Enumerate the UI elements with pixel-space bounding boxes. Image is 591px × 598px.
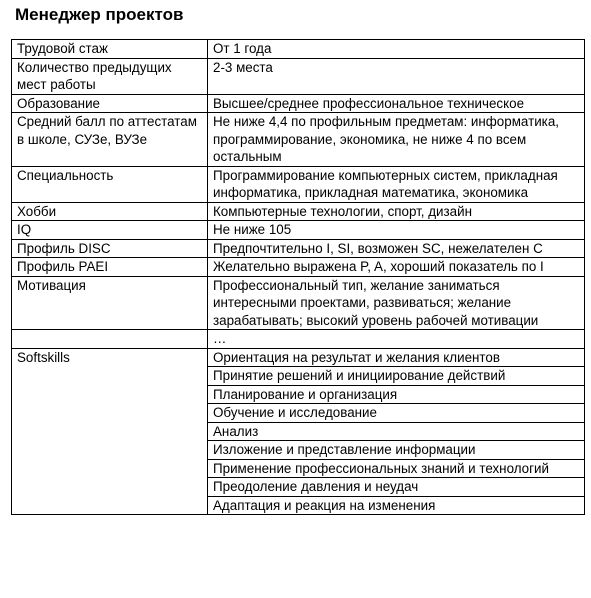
row-label: Трудовой стаж <box>12 40 208 59</box>
row-value: Не ниже 4,4 по профильным предметам: информатика, программирование, экономика, не ниже 4 по всем остальным <box>208 113 585 167</box>
softskill-item: Принятие решений и инициирование действий <box>208 367 585 386</box>
row-label: Специальность <box>12 166 208 202</box>
row-value: Не ниже 105 <box>208 221 585 240</box>
row-value: Предпочтительно I, SI, возможен SC, нежелателен C <box>208 239 585 258</box>
row-label: Количество предыдущих мест работы <box>12 58 208 94</box>
table-row <box>12 40 585 59</box>
table-row <box>12 202 585 221</box>
row-value: 2-3 места <box>208 58 585 94</box>
softskill-item: Ориентация на результат и желания клиентов <box>208 348 585 367</box>
table-row <box>12 58 585 94</box>
row-value: Высшее/среднее профессиональное техническое <box>208 94 585 113</box>
row-label: Образование <box>12 94 208 113</box>
table-row <box>12 113 585 167</box>
row-label: Хобби <box>12 202 208 221</box>
table-row <box>12 258 585 277</box>
softskill-item: Планирование и организация <box>208 385 585 404</box>
table-row <box>12 276 585 330</box>
row-value: Профессиональный тип, желание заниматься интересными проектами, развиваться; желание зарабатывать; высокий уровень рабочей мотивации <box>208 276 585 330</box>
table-row <box>12 166 585 202</box>
table-row <box>12 348 585 367</box>
row-label: Мотивация <box>12 276 208 330</box>
row-label: Средний балл по аттестатам в школе, СУЗе, ВУЗе <box>12 113 208 167</box>
row-label: Профиль DISC <box>12 239 208 258</box>
profile-table <box>11 39 585 515</box>
page-title: Менеджер проектов <box>15 5 184 24</box>
table-row <box>12 239 585 258</box>
row-label <box>12 330 208 349</box>
row-label: Профиль PAEI <box>12 258 208 277</box>
row-value: От 1 года <box>208 40 585 59</box>
row-value: … <box>208 330 585 349</box>
table-row <box>12 221 585 240</box>
row-value: Программирование компьютерных систем, прикладная информатика, прикладная математика, экономика <box>208 166 585 202</box>
row-value: Компьютерные технологии, спорт, дизайн <box>208 202 585 221</box>
row-label: IQ <box>12 221 208 240</box>
softskill-item: Изложение и представление информации <box>208 441 585 460</box>
softskill-item: Обучение и исследование <box>208 404 585 423</box>
softskill-item: Адаптация и реакция на изменения <box>208 496 585 515</box>
table-row <box>12 94 585 113</box>
softskill-item: Анализ <box>208 422 585 441</box>
row-value: Желательно выражена P, A, хороший показатель по I <box>208 258 585 277</box>
table-row <box>12 330 585 349</box>
softskills-label: Softskills <box>12 348 208 515</box>
softskill-item: Применение профессиональных знаний и технологий <box>208 459 585 478</box>
softskill-item: Преодоление давления и неудач <box>208 478 585 497</box>
